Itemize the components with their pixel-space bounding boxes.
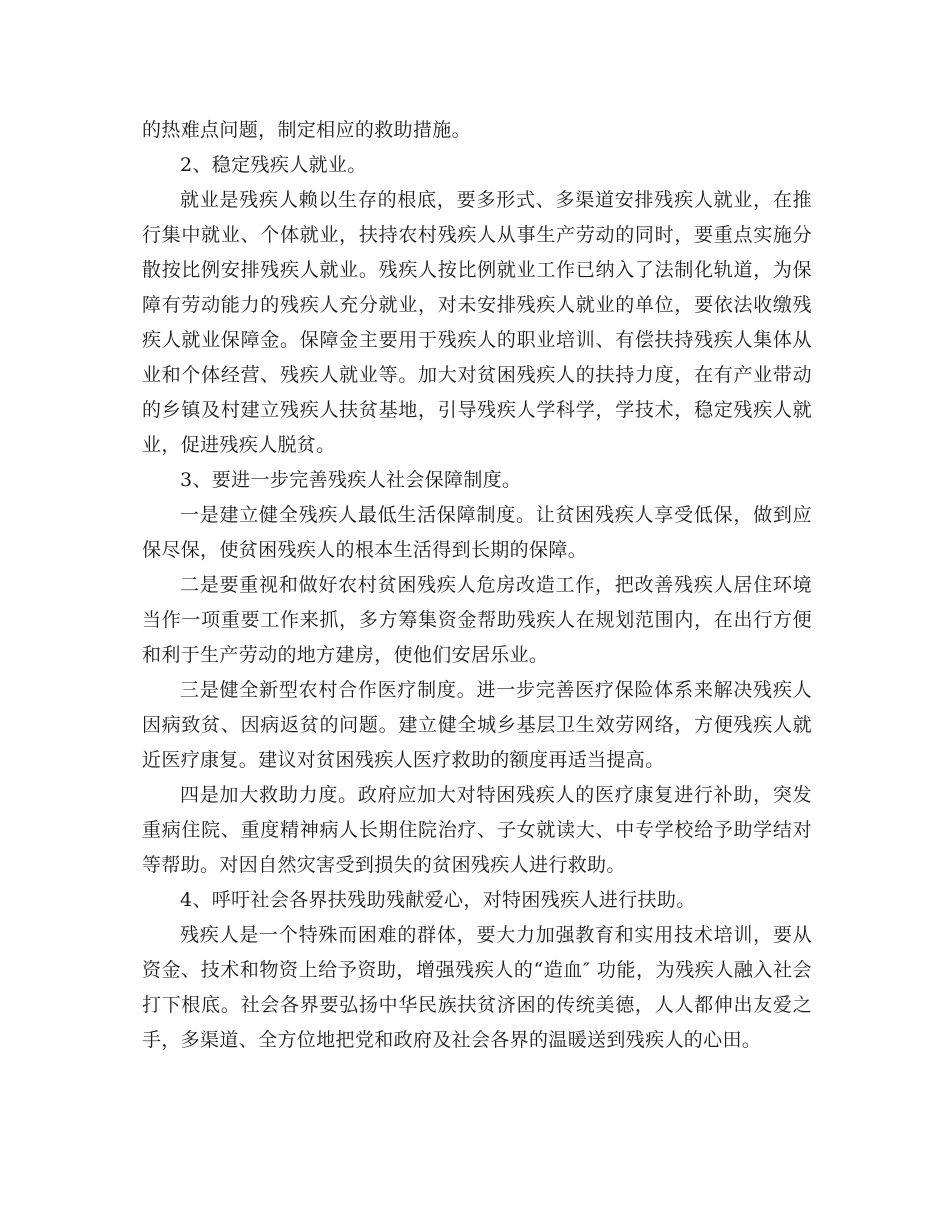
- paragraph-medical: 三是健全新型农村合作医疗制度。进一步完善医疗保险体系来解决残疾人因病致贫、因病返贫的问题。建立健全城乡基层卫生效劳网络，方便残疾人就近医疗康复。建议对贫困残疾人医疗救助的额度再适当提高。: [142, 679, 812, 771]
- paragraph-assistance: 四是加大救助力度。政府应加大对特困残疾人的医疗康复进行补助，突发重病住院、重度精神病人长期住院治疗、子女就读大、中专学校给予助学结对等帮助。对因自然灾害受到损失的贫困残疾人进行救助。: [142, 784, 812, 876]
- paragraph-employment: 就业是残疾人赖以生存的根底，要多形式、多渠道安排残疾人就业，在推行集中就业、个体就业，扶持农村残疾人从事生产劳动的同时，要重点实施分散按比例安排残疾人就业。残疾人按比例就业工作已纳入了法制化轨道，为保障有劳动能力的残疾人充分就业，对未安排残疾人就业的单位，要依法收缴残疾人就业保障金。保障金主要用于残疾人的职业培训、有偿扶持残疾人集体从业和个体经营、残疾人就业等。加大对贫困残疾人的扶持力度，在有产业带动的乡镇及村建立残疾人扶贫基地，引导残疾人学科学，学技术，稳定残疾人就业，促进残疾人脱贫。: [142, 189, 812, 456]
- section-heading-society: 4、呼吁社会各界扶残助残献爱心，对特困残疾人进行扶助。: [180, 889, 696, 911]
- document-body: [142, 113, 812, 1058]
- paragraph-society: 残疾人是一个特殊而困难的群体，要大力加强教育和实用技术培训，要从资金、技术和物资上给予资助，增强残疾人的“造血″ 功能，为残疾人融入社会打下根底。社会各界要弘扬中华民族扶贫济困的传统美德，人人都伸出友爱之手，多渠道、全方位地把党和政府及社会各界的温暖送到残疾人的心田。: [142, 924, 812, 1051]
- section-heading-employment: 2、稳定残疾人就业。: [180, 154, 367, 176]
- paragraph-continuation: 的热难点问题，制定相应的救助措施。: [142, 119, 471, 141]
- section-heading-social-security: 3、要进一步完善残疾人社会保障制度。: [180, 469, 522, 491]
- paragraph-minimum-living: 一是建立健全残疾人最低生活保障制度。让贫困残疾人享受低保，做到应保尽保，使贫困残疾人的根本生活得到长期的保障。: [142, 504, 812, 561]
- paragraph-housing: 二是要重视和做好农村贫困残疾人危房改造工作，把改善残疾人居住环境当作一项重要工作来抓，多方筹集资金帮助残疾人在规划范围内，在出行方便和利于生产劳动的地方建房，使他们安居乐业。: [142, 574, 812, 666]
